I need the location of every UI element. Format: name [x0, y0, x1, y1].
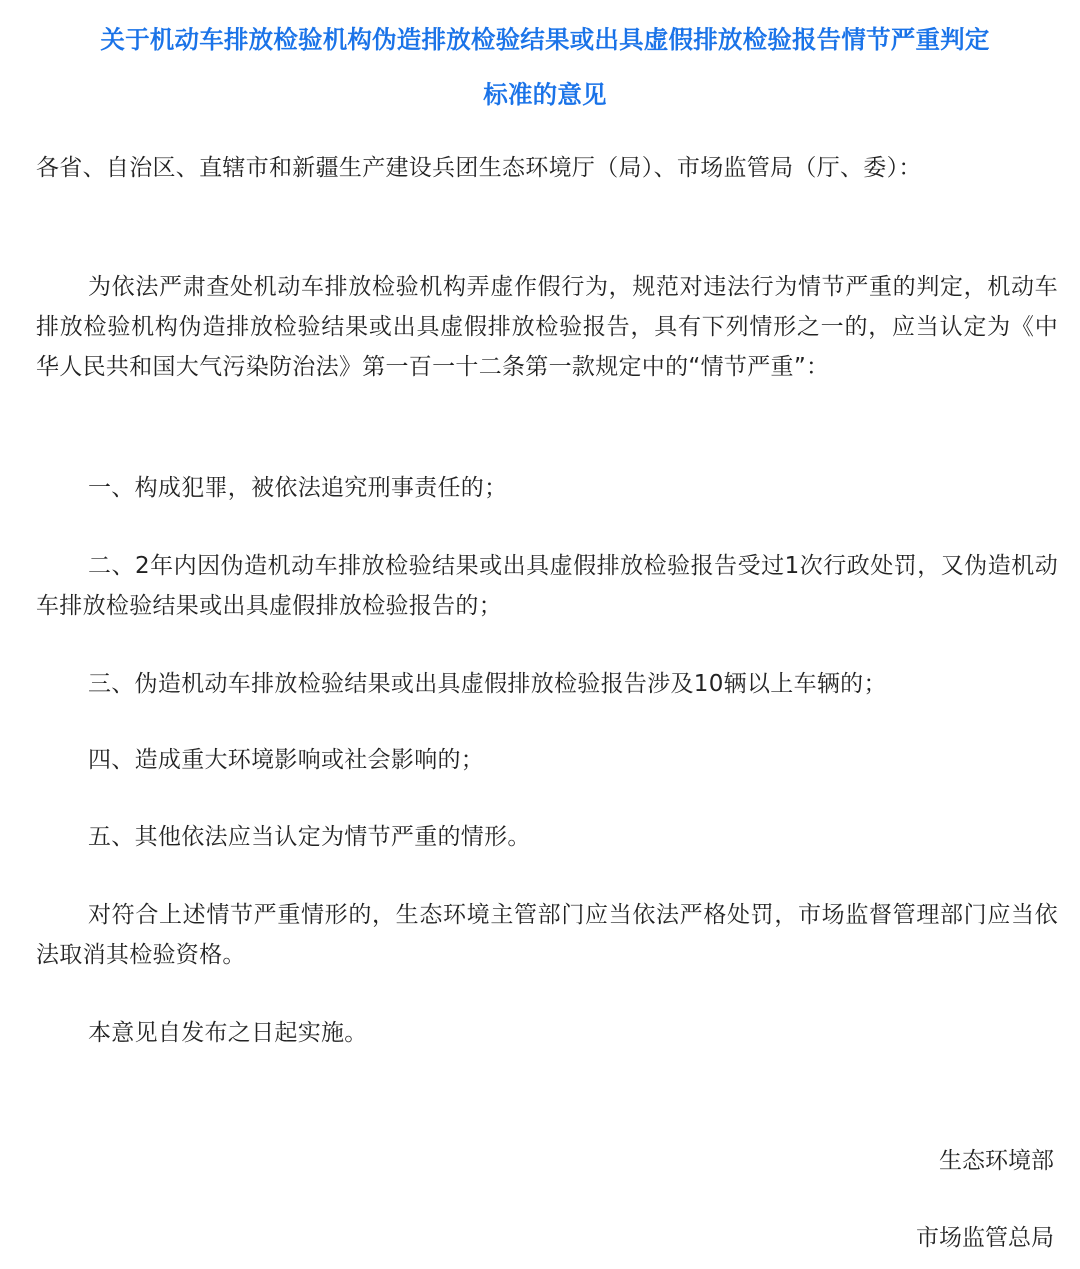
effective-date-paragraph: 本意见自发布之日起实施。 [88, 1020, 368, 1046]
penalty-paragraph: 对符合上述情节严重情形的，生态环境主管部门应当依法严格处罚，市场监督管理部门应当依法取消其检验资格。 [36, 902, 1058, 968]
title-line-2: 标准的意见 [483, 80, 607, 109]
list-item-1: 一、构成犯罪，被依法追究刑事责任的； [88, 475, 508, 501]
document-title [30, 12, 1060, 122]
list-item-4: 四、造成重大环境影响或社会影响的； [88, 747, 485, 773]
addressee-paragraph: 各省、自治区、直辖市和新疆生产建设兵团生态环境厅（局）、市场监管局（厅、委）： [36, 155, 922, 181]
title-line-1: 关于机动车排放检验机构伪造排放检验结果或出具虚假排放检验报告情节严重判定 [100, 25, 990, 54]
list-item-5: 五、其他依法应当认定为情节严重的情形。 [88, 824, 531, 850]
signatory-ministry: 生态环境部 [939, 1148, 1054, 1174]
list-item-2: 二、2年内因伪造机动车排放检验结果或出具虚假排放检验报告受过1次行政处罚，又伪造机动车排放检验结果或出具虚假排放检验报告的； [36, 553, 1058, 619]
signatory-market-regulation: 市场监管总局 [916, 1225, 1054, 1251]
intro-paragraph: 为依法严肃查处机动车排放检验机构弄虚作假行为，规范对违法行为情节严重的判定，机动车排放检验机构伪造排放检验结果或出具虚假排放检验报告，具有下列情形之一的，应当认定为《中华人民共和国大气污染防治法》第一百一十二条第一款规定中的“情节严重”： [36, 274, 1058, 380]
list-item-3: 三、伪造机动车排放检验结果或出具虚假排放检验报告涉及10辆以上车辆的； [88, 671, 887, 697]
